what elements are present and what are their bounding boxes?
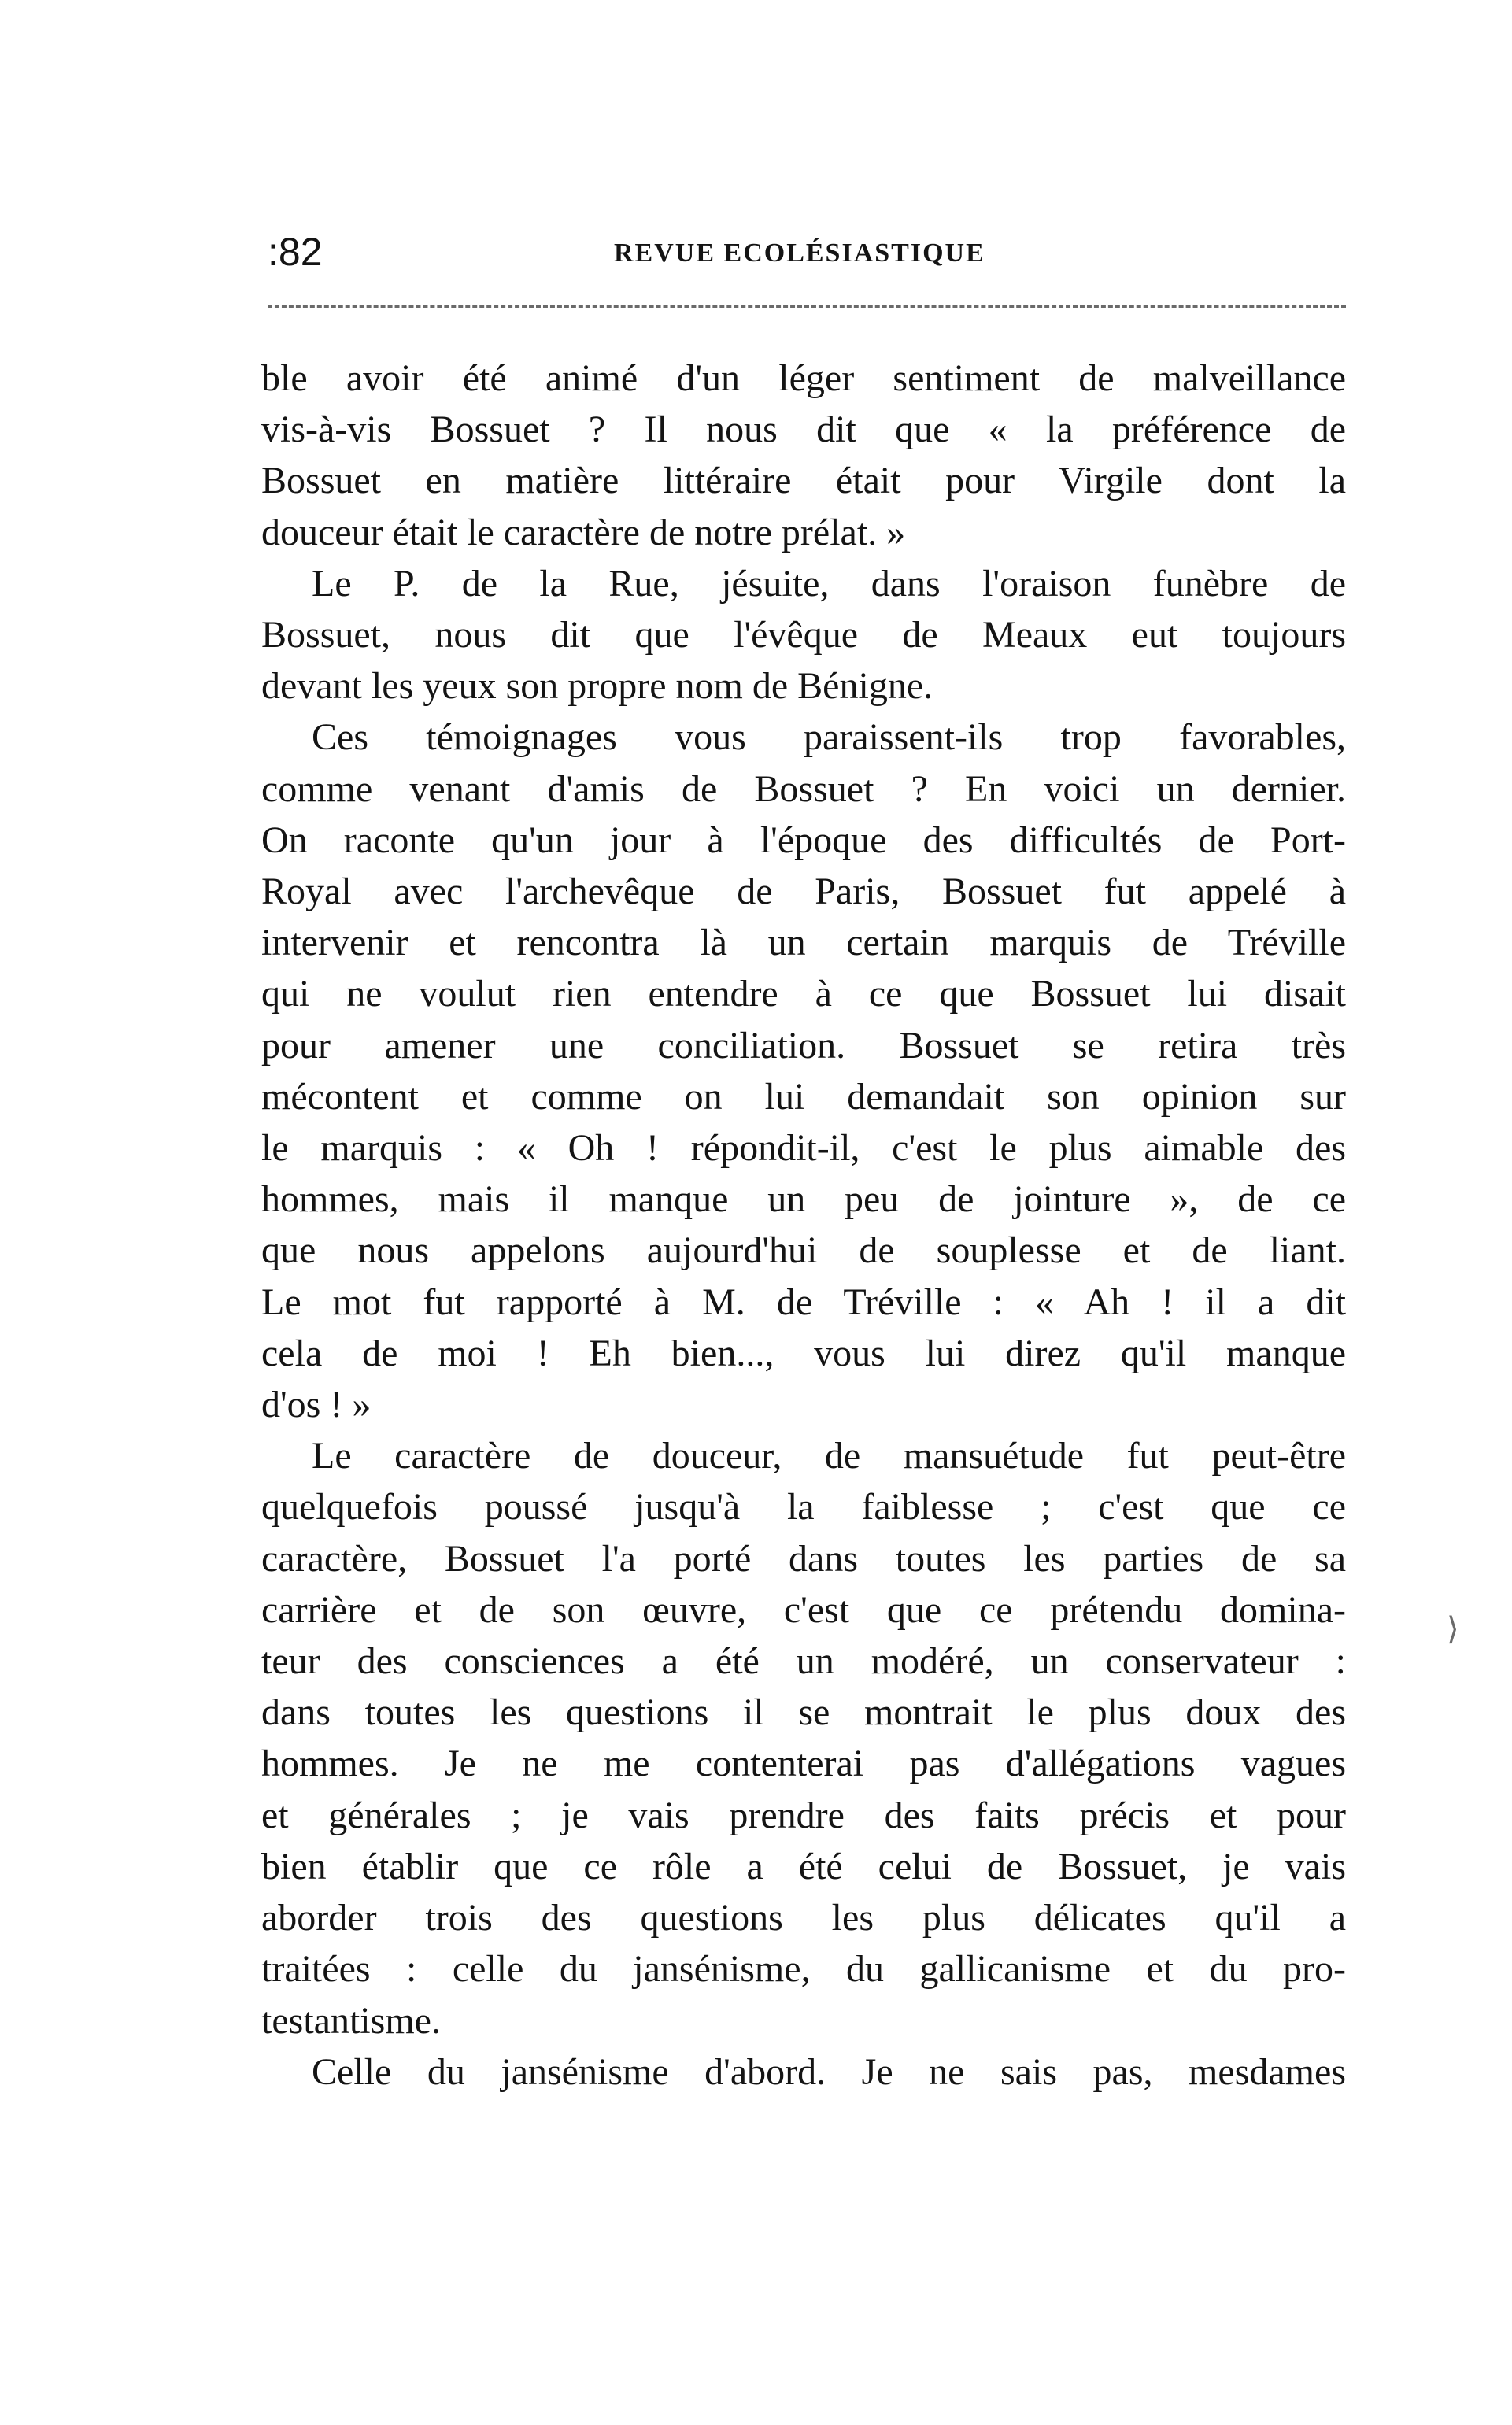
text-line: hommes, mais il manque un peu de jointure », de ce [261, 1178, 1346, 1221]
text-line: carrière et de son œuvre, c'est que ce prétendu domina- [261, 1588, 1346, 1631]
text-line: devant les yeux son propre nom de Bénigne. [261, 665, 933, 708]
text-line: Celle du jansénisme d'abord. Je ne sais pas, mesdames [312, 2050, 1346, 2093]
text-line: traitées : celle du jansénisme, du gallicanisme et du pro- [261, 1948, 1346, 1991]
text-line: Ces témoignages vous paraissent-ils trop favorables, [312, 716, 1346, 759]
text-line: intervenir et rencontra là un certain marquis de Tréville [261, 922, 1346, 964]
text-line: mécontent et comme on lui demandait son opinion sur [261, 1075, 1346, 1118]
header-rule [268, 305, 1346, 308]
text-line: cela de moi ! Eh bien..., vous lui direz qu'il manque [261, 1332, 1346, 1374]
text-line: et générales ; je vais prendre des faits précis et pour [261, 1794, 1346, 1836]
text-line: douceur était le caractère de notre prélat. » [261, 511, 906, 553]
running-title: REVUE ECOLÉSIASTIQUE [614, 238, 985, 268]
text-line: hommes. Je ne me contenterai pas d'allégations vagues [261, 1743, 1346, 1785]
text-line: dans toutes les questions il se montrait le plus doux des [261, 1691, 1346, 1734]
text-line: Bossuet, nous dit que l'évêque de Meaux eut toujours [261, 614, 1346, 656]
scan-edge-mark: ⟩ [1447, 1611, 1459, 1647]
text-line: Le mot fut rapporté à M. de Tréville : « Ah ! il a dit [261, 1281, 1346, 1323]
text-line: ble avoir été animé d'un léger sentiment de malveillance [261, 357, 1346, 399]
text-line: Royal avec l'archevêque de Paris, Bossuet fut appelé à [261, 871, 1346, 913]
text-line: Le caractère de douceur, de mansuétude fut peut-être [312, 1435, 1346, 1477]
text-line: Bossuet en matière littéraire était pour Virgile dont la [261, 460, 1346, 502]
text-line: pour amener une conciliation. Bossuet se retira très [261, 1024, 1346, 1066]
text-line: qui ne voulut rien entendre à ce que Bossuet lui disait [261, 973, 1346, 1015]
text-line: teur des consciences a été un modéré, un conservateur : [261, 1640, 1346, 1683]
text-line: bien établir que ce rôle a été celui de Bossuet, je vais [261, 1845, 1346, 1887]
page-number: :82 [268, 230, 323, 274]
text-line: vis-à-vis Bossuet ? Il nous dit que « la préférence de [261, 408, 1346, 451]
text-line: aborder trois des questions les plus délicates qu'il a [261, 1897, 1346, 1939]
body-text [261, 353, 1346, 2098]
text-line: quelquefois poussé jusqu'à la faiblesse ; c'est que ce [261, 1486, 1346, 1529]
text-line: caractère, Bossuet l'a porté dans toutes les parties de sa [261, 1537, 1346, 1580]
text-line: d'os ! » [261, 1384, 372, 1426]
text-line: On raconte qu'un jour à l'époque des difficultés de Port- [261, 819, 1346, 861]
text-line: comme venant d'amis de Bossuet ? En voici un dernier. [261, 767, 1346, 810]
text-line: Le P. de la Rue, jésuite, dans l'oraison funèbre de [312, 562, 1346, 604]
text-line: testantisme. [261, 1999, 441, 2042]
page-header [268, 228, 1346, 283]
text-line: que nous appelons aujourd'hui de souplesse et de liant. [261, 1229, 1346, 1272]
text-line: le marquis : « Oh ! répondit-il, c'est le plus aimable des [261, 1127, 1346, 1170]
